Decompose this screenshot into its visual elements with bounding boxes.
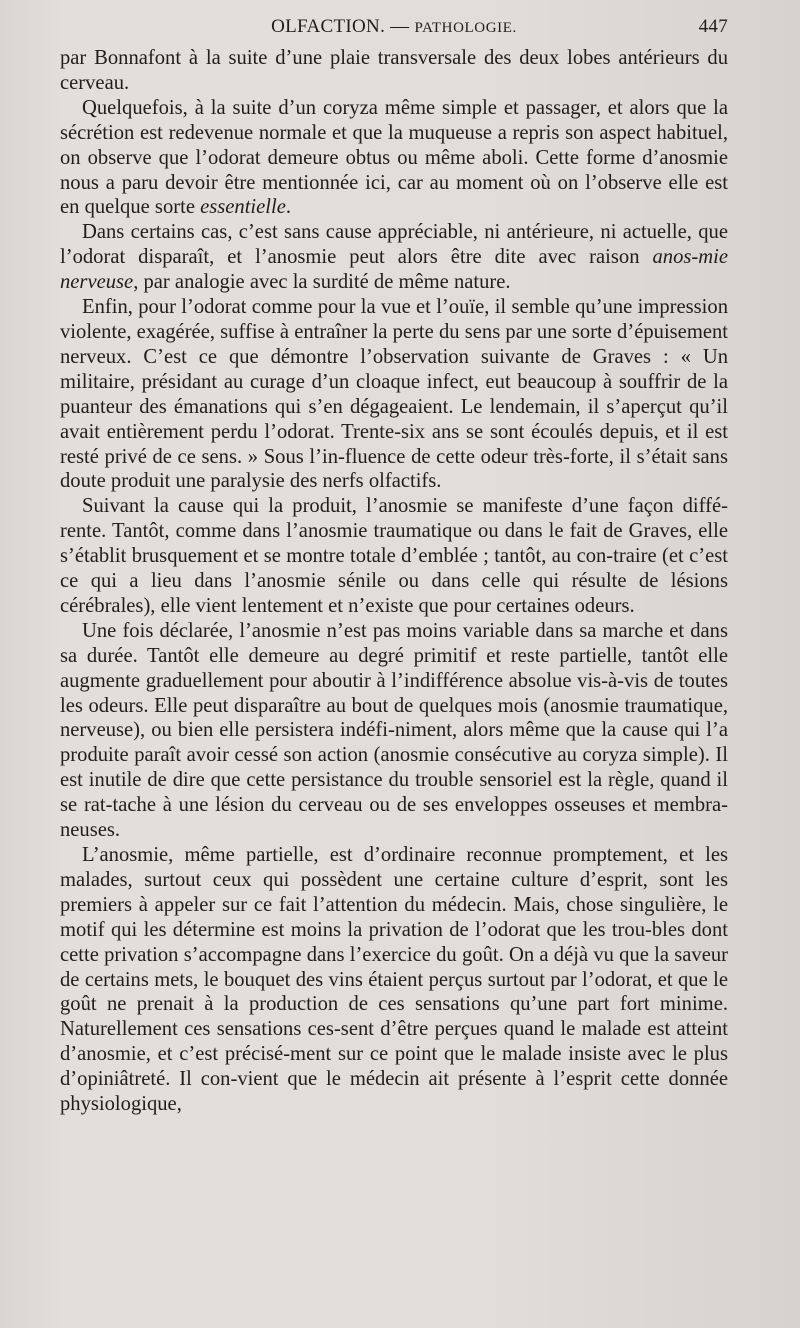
body-text [60,46,728,1117]
paragraph-1: par Bonnafont à la suite d’une plaie transversale des deux lobes antérieurs du cerveau. [60,47,728,94]
page-number: 447 [698,16,728,37]
running-head [60,14,728,41]
paragraph-6: Une fois déclarée, l’anosmie n’est pas moins variable dans sa marche et dans sa durée. Tantôt elle demeure au degré primitif et reste partielle, tantôt elle augmente graduellement pour aboutir à l’indifférence absolue vis-à-vis de toutes les odeurs. Elle peut disparaître au bout de quelques mois (anosmie traumatique, nerveuse), ou bien elle persistera indéfi-niment, alors même que la cause qui l’a produite paraît avoir cessé son action (anosmie consécutive au coryza simple). Il est inutile de dire que cette persistance du trouble sensoriel est la règle, quand il se rat-tache à une lésion du cerveau ou de ses enveloppes osseuses et membra-neuses. [60,619,728,842]
paragraph-4: Enfin, pour l’odorat comme pour la vue et l’ouïe, il semble qu’une impression violente, exagérée, suffise à entraîner la perte du sens par une sorte d’épuisement nerveux. C’est ce que démontre l’observation suivante de Graves : « Un militaire, présidant au curage d’un cloaque infect, eut beaucoup à souffrir de la puanteur des émanations qui s’en dégageaient. Le lendemain, il s’aperçut qu’il avait entièrement perdu l’odorat. Trente-six ans se sont écoulés depuis, et il est resté privé de ce sens. » Sous l’in-fluence de cette odeur très-forte, il s’était sans doute produit une paralysie des nerfs olfactifs. [60,296,728,493]
paragraph-3-end: , par analogie avec la surdité de même nature. [133,271,511,294]
paragraph-7: L’anosmie, même partielle, est d’ordinaire reconnue promptement, et les malades, surtout ceux qui possèdent une certaine culture d’esprit, sont les premiers à appeler sur ce fait l’attention du médecin. Mais, chose singulière, le motif qui les détermine est moins la privation de l’odorat que les trou-bles dont cette privation s’accompagne dans l’exercice du goût. On a déjà vu que la saveur de certains mets, le bouquet des vins étaient perçus surtout par l’odorat, et que le goût ne prenait à la production de ces sensations qu’une part fort minime. Naturellement ces sensations ces-sent d’être perçues quand le malade est atteint d’anosmie, et c’est précisé-ment sur ce point que le malade insiste avec le plus d’opiniâtreté. Il con-vient que le médecin ait présente à l’esprit cette donnée physiologique, [60,844,728,1116]
running-head-title: OLFACTION. — [271,16,410,37]
paragraph-3-emphasis: anos-mie nerveuse [60,246,728,294]
paragraph-2-emphasis: essentielle [200,196,286,219]
running-head-subtitle: PATHOLOGIE. [414,20,517,36]
paragraph-2 [60,96,728,221]
paragraph-3 [60,220,728,295]
paragraph-5: Suivant la cause qui la produit, l’anosmie se manifeste d’une façon diffé-rente. Tantôt, comme dans l’anosmie traumatique ou dans le fait de Graves, elle s’établit brusquement et se montre totale d’emblée ; tantôt, au con-traire (et c’est ce qui a lieu dans l’anosmie sénile ou dans celle qui résulte de lésions cérébrales), elle vient lentement et n’existe que pour certaines odeurs. [60,495,728,617]
paragraph-2-text: Quelquefois, à la suite d’un coryza même simple et passager, et alors que la sécrétion est redevenue normale et que la muqueuse a repris son aspect habituel, on observe que l’odorat demeure obtus ou même aboli. Cette forme d’anosmie nous a paru devoir être mentionnée ici, car au moment où on l’observe elle est en quelque sorte [60,96,728,219]
paragraph-3-text: Dans certains cas, c’est sans cause appréciable, ni antérieure, ni actuelle, que l’odorat disparaît, et l’anosmie peut alors être dite avec raison [60,221,728,269]
paragraph-2-end: . [285,196,292,219]
page-header [60,14,728,40]
